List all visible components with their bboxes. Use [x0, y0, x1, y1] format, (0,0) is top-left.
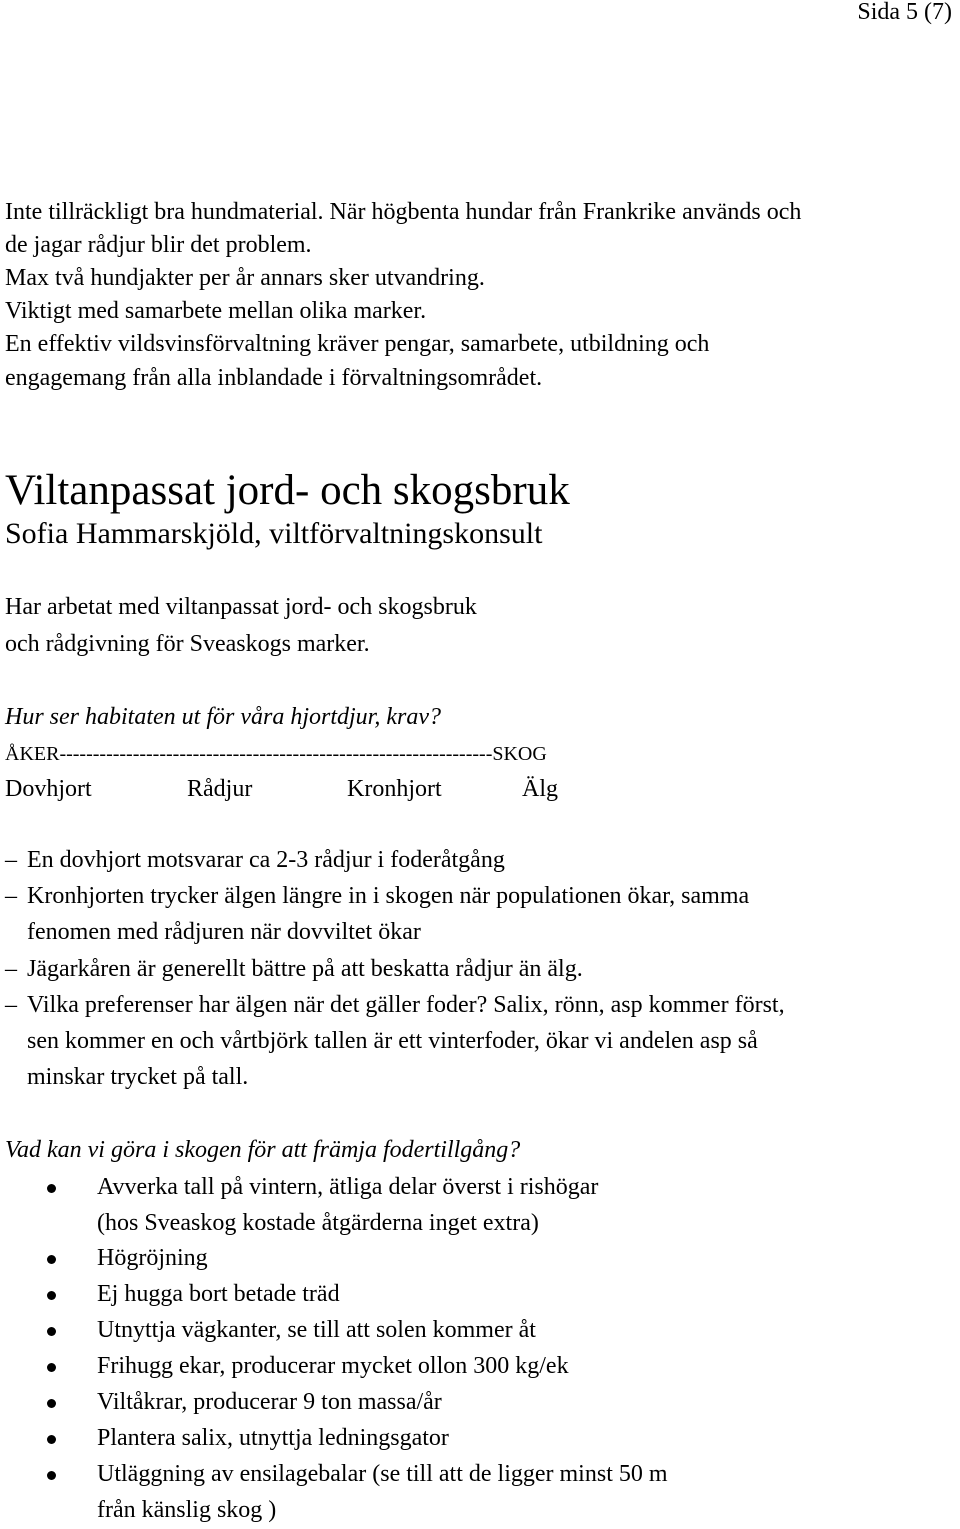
list-item-text: (hos Sveaskog kostade åtgärderna inget extra)	[97, 1210, 539, 1236]
species-label: Kronhjort	[347, 776, 442, 802]
intro-line: Max två hundjakter per år annars sker utvandring.	[5, 265, 485, 291]
list-item-text: Utläggning av ensilagebalar (se till att de ligger minst 50 m	[97, 1461, 668, 1487]
bullet-icon	[47, 1327, 56, 1336]
question-heading: Vad kan vi göra i skogen för att främja fodertillgång?	[5, 1137, 521, 1163]
dash-marker: –	[5, 992, 17, 1018]
bullet-icon	[47, 1471, 56, 1480]
bullet-icon	[47, 1435, 56, 1444]
section-title: Viltanpassat jord- och skogsbruk	[5, 467, 570, 514]
list-item-text: Jägarkåren är generellt bättre på att beskatta rådjur än älg.	[27, 956, 583, 982]
list-item-text: Högröjning	[97, 1245, 208, 1271]
list-item-text: fenomen med rådjuren när dovviltet ökar	[27, 919, 421, 945]
list-item-text: Avverka tall på vintern, ätliga delar överst i rishögar	[97, 1174, 599, 1200]
list-item-text: Ej hugga bort betade träd	[97, 1281, 340, 1307]
dash-marker: –	[5, 847, 17, 873]
list-item-text: Plantera salix, utnyttja ledningsgator	[97, 1425, 449, 1451]
page-number: Sida 5 (7)	[857, 0, 952, 25]
description-line: Har arbetat med viltanpassat jord- och skogsbruk	[5, 594, 477, 620]
list-item-text: från känslig skog )	[97, 1497, 277, 1523]
question-heading: Hur ser habitaten ut för våra hjortdjur, krav?	[5, 704, 441, 730]
intro-line: Viktigt med samarbete mellan olika marker.	[5, 298, 427, 324]
intro-line: de jagar rådjur blir det problem.	[5, 232, 312, 258]
species-label: Älg	[522, 776, 558, 802]
list-item-text: Frihugg ekar, producerar mycket ollon 300 kg/ek	[97, 1353, 569, 1379]
species-label: Dovhjort	[5, 776, 92, 802]
intro-line: Inte tillräckligt bra hundmaterial. När högbenta hundar från Frankrike används och	[5, 199, 802, 225]
bullet-icon	[47, 1291, 56, 1300]
intro-line: engagemang från alla inblandade i förvaltningsområdet.	[5, 365, 543, 391]
bullet-icon	[47, 1399, 56, 1408]
species-label: Rådjur	[187, 776, 253, 802]
bullet-icon	[47, 1255, 56, 1264]
list-item-text: minskar trycket på tall.	[27, 1064, 249, 1090]
list-item-text: En dovhjort motsvarar ca 2-3 rådjur i foderåtgång	[27, 847, 505, 873]
dash-marker: –	[5, 956, 17, 982]
description-line: och rådgivning för Sveaskogs marker.	[5, 631, 370, 657]
bullet-icon	[47, 1363, 56, 1372]
dash-marker: –	[5, 883, 17, 909]
bullet-icon	[47, 1184, 56, 1193]
habitat-scale: ÅKER-----------------------------------------------------------------SKOG	[5, 743, 547, 765]
list-item-text: Viltåkrar, producerar 9 ton massa/år	[97, 1389, 442, 1415]
list-item-text: Utnyttja vägkanter, se till att solen kommer åt	[97, 1317, 536, 1343]
section-subtitle: Sofia Hammarskjöld, viltförvaltningskonsult	[5, 517, 543, 550]
intro-line: En effektiv vildsvinsförvaltning kräver pengar, samarbete, utbildning och	[5, 331, 710, 357]
list-item-text: Vilka preferenser har älgen när det gäller foder? Salix, rönn, asp kommer först,	[27, 992, 785, 1018]
list-item-text: Kronhjorten trycker älgen längre in i skogen när populationen ökar, samma	[27, 883, 750, 909]
list-item-text: sen kommer en och vårtbjörk tallen är ett vinterfoder, ökar vi andelen asp så	[27, 1028, 758, 1054]
